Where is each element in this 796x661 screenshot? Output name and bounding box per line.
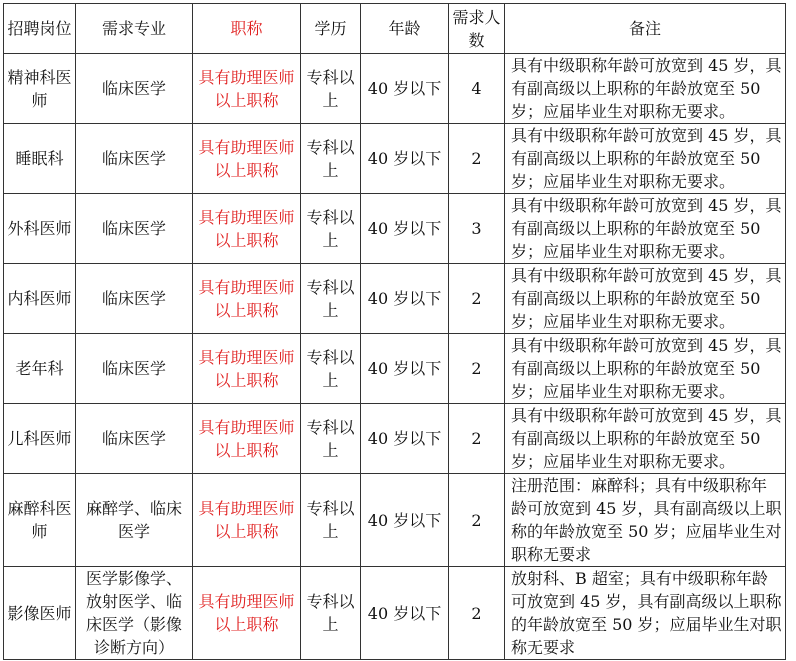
post-cell: 儿科医师 bbox=[4, 404, 76, 474]
education-cell: 专科以上 bbox=[301, 194, 361, 264]
header-education: 学历 bbox=[301, 4, 361, 54]
post-cell: 内科医师 bbox=[4, 264, 76, 334]
note-cell: 注册范围：麻醉科；具有中级职称年龄可放宽到 45 岁，具有副高级以上职称的年龄放宽至 50 岁；应届毕业生对职称无要求 bbox=[505, 474, 786, 567]
note-cell: 具有中级职称年龄可放宽到 45 岁，具有副高级以上职称的年龄放宽至 50 岁；应届毕业生对职称无要求。 bbox=[505, 124, 786, 194]
count-cell: 2 bbox=[449, 124, 505, 194]
count-cell: 2 bbox=[449, 474, 505, 567]
header-age: 年龄 bbox=[361, 4, 449, 54]
post-cell: 老年科 bbox=[4, 334, 76, 404]
education-cell: 专科以上 bbox=[301, 124, 361, 194]
age-cell: 40 岁以下 bbox=[361, 54, 449, 124]
note-cell: 具有中级职称年龄可放宽到 45 岁，具有副高级以上职称的年龄放宽至 50 岁；应届毕业生对职称无要求。 bbox=[505, 404, 786, 474]
education-cell: 专科以上 bbox=[301, 474, 361, 567]
education-cell: 专科以上 bbox=[301, 567, 361, 660]
recruitment-table bbox=[3, 3, 786, 660]
header-row bbox=[4, 4, 786, 54]
education-cell: 专科以上 bbox=[301, 334, 361, 404]
major-cell: 临床医学 bbox=[76, 404, 193, 474]
title-cell: 具有助理医师以上职称 bbox=[193, 474, 301, 567]
note-cell: 放射科、B 超室；具有中级职称年龄可放宽到 45 岁，具有副高级以上职称的年龄放宽至 50 岁；应届毕业生对职称无要求 bbox=[505, 567, 786, 660]
age-cell: 40 岁以下 bbox=[361, 474, 449, 567]
note-cell: 具有中级职称年龄可放宽到 45 岁，具有副高级以上职称的年龄放宽至 50 岁；应届毕业生对职称无要求。 bbox=[505, 264, 786, 334]
title-cell: 具有助理医师以上职称 bbox=[193, 334, 301, 404]
count-cell: 2 bbox=[449, 334, 505, 404]
table-row bbox=[4, 124, 786, 194]
count-cell: 3 bbox=[449, 194, 505, 264]
title-cell: 具有助理医师以上职称 bbox=[193, 194, 301, 264]
age-cell: 40 岁以下 bbox=[361, 264, 449, 334]
table-row bbox=[4, 567, 786, 660]
title-cell: 具有助理医师以上职称 bbox=[193, 404, 301, 474]
major-cell: 临床医学 bbox=[76, 124, 193, 194]
post-cell: 睡眠科 bbox=[4, 124, 76, 194]
note-cell: 具有中级职称年龄可放宽到 45 岁，具有副高级以上职称的年龄放宽至 50 岁；应届毕业生对职称无要求。 bbox=[505, 334, 786, 404]
header-count: 需求人数 bbox=[449, 4, 505, 54]
title-cell: 具有助理医师以上职称 bbox=[193, 264, 301, 334]
post-cell: 精神科医师 bbox=[4, 54, 76, 124]
post-cell: 影像医师 bbox=[4, 567, 76, 660]
major-cell: 临床医学 bbox=[76, 194, 193, 264]
table-row bbox=[4, 334, 786, 404]
count-cell: 2 bbox=[449, 567, 505, 660]
age-cell: 40 岁以下 bbox=[361, 404, 449, 474]
table-row bbox=[4, 404, 786, 474]
education-cell: 专科以上 bbox=[301, 264, 361, 334]
table-row bbox=[4, 194, 786, 264]
age-cell: 40 岁以下 bbox=[361, 567, 449, 660]
major-cell: 临床医学 bbox=[76, 264, 193, 334]
title-cell: 具有助理医师以上职称 bbox=[193, 54, 301, 124]
note-cell: 具有中级职称年龄可放宽到 45 岁，具有副高级以上职称的年龄放宽至 50 岁；应届毕业生对职称无要求。 bbox=[505, 194, 786, 264]
major-cell: 临床医学 bbox=[76, 54, 193, 124]
table-row bbox=[4, 474, 786, 567]
age-cell: 40 岁以下 bbox=[361, 124, 449, 194]
header-note: 备注 bbox=[505, 4, 786, 54]
education-cell: 专科以上 bbox=[301, 404, 361, 474]
count-cell: 4 bbox=[449, 54, 505, 124]
count-cell: 2 bbox=[449, 404, 505, 474]
title-cell: 具有助理医师以上职称 bbox=[193, 567, 301, 660]
major-cell: 临床医学 bbox=[76, 334, 193, 404]
table-row bbox=[4, 264, 786, 334]
age-cell: 40 岁以下 bbox=[361, 194, 449, 264]
note-cell: 具有中级职称年龄可放宽到 45 岁，具有副高级以上职称的年龄放宽至 50 岁；应届毕业生对职称无要求。 bbox=[505, 54, 786, 124]
education-cell: 专科以上 bbox=[301, 54, 361, 124]
header-major: 需求专业 bbox=[76, 4, 193, 54]
post-cell: 外科医师 bbox=[4, 194, 76, 264]
header-title: 职称 bbox=[193, 4, 301, 54]
count-cell: 2 bbox=[449, 264, 505, 334]
title-cell: 具有助理医师以上职称 bbox=[193, 124, 301, 194]
major-cell: 麻醉学、临床医学 bbox=[76, 474, 193, 567]
header-post: 招聘岗位 bbox=[4, 4, 76, 54]
post-cell: 麻醉科医师 bbox=[4, 474, 76, 567]
age-cell: 40 岁以下 bbox=[361, 334, 449, 404]
major-cell: 医学影像学、放射医学、临床医学（影像诊断方向） bbox=[76, 567, 193, 660]
table-row bbox=[4, 54, 786, 124]
